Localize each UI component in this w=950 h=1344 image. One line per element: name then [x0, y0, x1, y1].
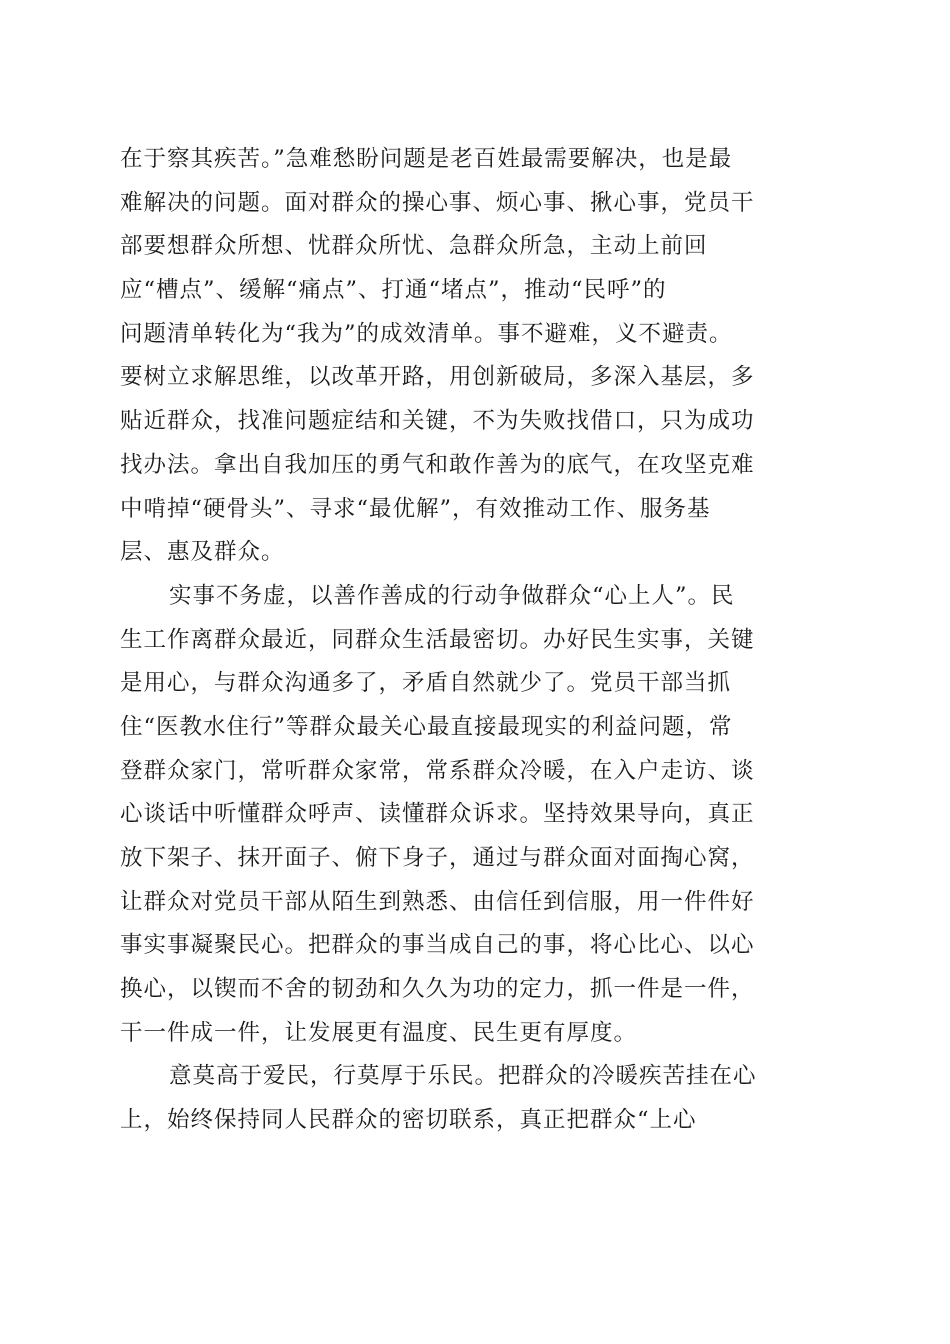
text-line: 要树立求解思维，以改革开路，用创新破局，多深入基层，多	[120, 364, 755, 391]
text-line: 干一件成一件，让发展更有温度、民生更有厚度。	[120, 1019, 638, 1046]
text-line: 让群众对党员干部从陌生到熟悉、由信任到信服，用一件件好	[120, 888, 755, 915]
document-body	[120, 138, 830, 1143]
text-line: 贴近群众，找准问题症结和关键，不为失败找借口，只为成功	[120, 408, 755, 435]
text-line: 应“槽点”、缓解“痛点”、打通“堵点”，推动“民呼”的	[120, 277, 667, 304]
paragraph-2	[120, 575, 830, 1056]
text-line: 心谈话中听懂群众呼声、读懂群众诉求。坚持效果导向，真正	[120, 801, 755, 828]
text-line: 在于察其疾苦。”急难愁盼问题是老百姓最需要解决，也是最	[120, 146, 733, 172]
text-line: 问题清单转化为“我为”的成效清单。事不避难，义不避责。	[120, 320, 733, 347]
text-line: 难解决的问题。面对群众的操心事、烦心事、揪心事，党员干	[120, 189, 755, 216]
text-line: 放下架子、抹开面子、俯下身子，通过与群众面对面掏心窝，	[120, 845, 755, 871]
text-line: 上，始终保持同人民群众的密切联系，真正把群众“上心	[120, 1107, 697, 1134]
text-line: 部要想群众所想、忧群众所忧、急群众所急，主动上前回	[120, 233, 708, 260]
paragraph-3	[120, 1055, 830, 1142]
text-line: 住“医教水住行”等群众最关心最直接最现实的利益问题，常	[120, 713, 733, 740]
text-line: 换心，以锲而不舍的韧劲和久久为功的定力，抓一件是一件，	[120, 976, 755, 1003]
paragraph-1	[120, 138, 830, 575]
text-line: 中啃掉“硬骨头”、寻求“最优解”，有效推动工作、服务基	[120, 495, 711, 522]
text-line: 登群众家门，常听群众家常，常系群众冷暖，在入户走访、谈	[120, 757, 755, 784]
text-line: 是用心，与群众沟通多了，矛盾自然就少了。党员干部当抓	[120, 670, 732, 697]
text-line: 实事不务虚，以善作善成的行动争做群众“心上人”。民	[169, 582, 735, 609]
text-line: 意莫高于爱民，行莫厚于乐民。把群众的冷暖疾苦挂在心	[169, 1063, 757, 1090]
text-line: 生工作离群众最近，同群众生活最密切。办好民生实事，关键	[120, 626, 755, 653]
text-line: 层、惠及群众。	[120, 539, 285, 566]
text-line: 找办法。拿出自我加压的勇气和敢作善为的底气，在攻坚克难	[120, 451, 755, 478]
text-line: 事实事凝聚民心。把群众的事当成自己的事，将心比心、以心	[120, 932, 755, 959]
